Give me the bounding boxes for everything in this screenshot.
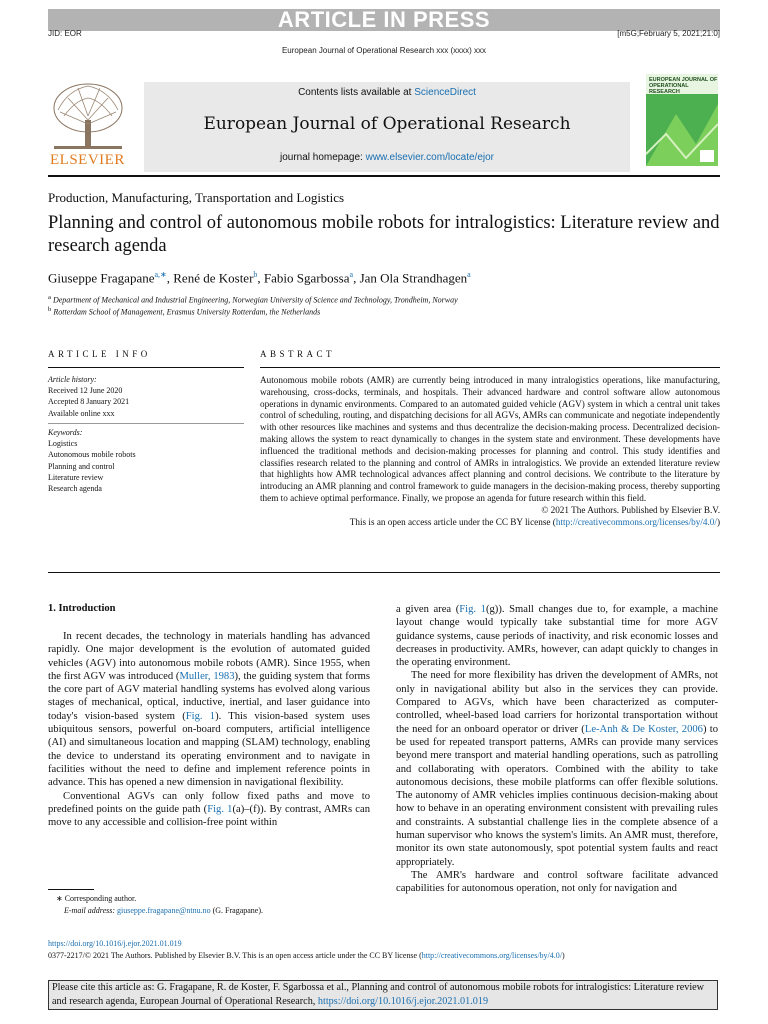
sciencedirect-link[interactable]: ScienceDirect bbox=[414, 87, 476, 98]
history-received: Received 12 June 2020 bbox=[48, 386, 123, 396]
text-run: (a)–(f)). By contrast, AMRs can move to any accessible and collision-free point within bbox=[48, 803, 370, 829]
affiliation-mark: b bbox=[48, 306, 52, 313]
email-link[interactable]: giuseppe.fragapane@ntnu.no bbox=[117, 906, 211, 915]
contents-prefix: Contents lists available at bbox=[298, 87, 415, 98]
text-run: The need for more flexibility has driven the development of AMRs, not only in navigational ability but also in the services they can provide. Compared to AGVs, which have been characterized as computer-controlled, wheel-based load carriers for horizontal transportation without the need for an onboard operator or driver ( bbox=[396, 670, 718, 735]
affiliation bbox=[48, 294, 458, 305]
issn-text: 0377-2217/© 2021 The Authors. Published by Elsevier B.V. This is an open access article under the CC BY license ( bbox=[48, 951, 422, 960]
abstract-body bbox=[260, 375, 720, 528]
figure-link[interactable]: Fig. 1 bbox=[207, 803, 233, 815]
author-name[interactable]: René de Koster bbox=[173, 270, 254, 286]
affiliation bbox=[48, 306, 320, 317]
paragraph bbox=[48, 790, 370, 830]
doi-link[interactable]: https://doi.org/10.1016/j.ejor.2021.01.019 bbox=[48, 939, 182, 948]
license-suffix: ) bbox=[716, 516, 720, 527]
cite-doi-link[interactable]: https://doi.org/10.1016/j.ejor.2021.01.019 bbox=[317, 996, 489, 1007]
author-name[interactable]: Giuseppe Fragapane bbox=[48, 270, 155, 286]
header-rule bbox=[48, 175, 720, 177]
issn-license-link[interactable]: http://creativecommons.org/licenses/by/4.0/ bbox=[421, 951, 563, 960]
citation-link[interactable]: Le-Anh & De Koster, 2006 bbox=[584, 723, 703, 735]
abstract-end-rule bbox=[48, 572, 720, 573]
keyword: Planning and control bbox=[48, 461, 115, 471]
abstract-heading: ABSTRACT bbox=[260, 349, 336, 359]
elsevier-wordmark: ELSEVIER bbox=[50, 152, 125, 168]
right-column bbox=[396, 603, 718, 896]
article-info-heading: ARTICLE INFO bbox=[48, 349, 151, 359]
keyword: Research agenda bbox=[48, 484, 102, 494]
email-note bbox=[64, 906, 263, 915]
author-affiliation-mark[interactable]: a,∗ bbox=[154, 270, 167, 279]
info-divider bbox=[48, 423, 244, 424]
paragraph: The AMR's hardware and control software facilitate advanced capabilities for autonomous operation, not only for navigation and bbox=[396, 869, 718, 895]
homepage-link[interactable]: www.elsevier.com/locate/ejor bbox=[365, 152, 494, 163]
license-line bbox=[260, 517, 720, 529]
journal-reference[interactable]: European Journal of Operational Research xxx (xxxx) xxx bbox=[281, 46, 487, 55]
issn-line bbox=[48, 951, 565, 960]
keywords bbox=[48, 427, 136, 494]
copyright-line: © 2021 The Authors. Published by Elsevier B.V. bbox=[541, 504, 720, 515]
version-stamp: [m5G;February 5, 2021;21:0] bbox=[617, 29, 720, 38]
abstract-rule bbox=[260, 367, 720, 368]
affiliation-text: Rotterdam School of Management, Erasmus University Rotterdam, the Netherlands bbox=[53, 307, 321, 317]
abstract-text: Autonomous mobile robots (AMR) are currently being introduced in many intralogistics operations, like manufacturing, warehousing, cross-docks, terminals, and hospitals. Their advanced hardware and control software allow autonomous operations in dynamic environments. Compared to an automated guided vehicle (AGV) system in which a central unit takes control of scheduling, routing, and dispatching decisions for all AGVs, AMRs can communicate and negotiate independently with other resources like machines and systems and thus decentralize the decision-making process. Decentralized decision-making allows the system to react dynamically to changes in the system state and environment. These developments have influenced the traditional methods and decision-making processes for planning and control. This study identifies and classifies research related to the planning and control of AMRs in intralogistics. We provide an extended literature review that highlights how AMR technological advances affect planning and control decisions. We contribute to the literature by introducing an AMR planning and control framework to guide managers in the decision-making process, thereby supporting them to achieve optimal performance. Finally, we propose an agenda for future research within this field. bbox=[260, 375, 720, 503]
author-affiliation-mark[interactable]: a bbox=[467, 270, 471, 279]
journal-id: JID: EOR bbox=[48, 29, 82, 38]
text-run: In recent decades, the technology in materials handling has advanced rapidly. One major development is the evolution of automated guided vehicles (AGV) into autonomous mobile robots (AMR). Since 1955, when the first AGV was introduced ( bbox=[48, 631, 370, 682]
cite-text: Please cite this article as: G. Fragapane, R. de Koster, F. Sgarbossa et al., Planning and control of autonomous mobile robots for intralogistics: Literature review and research agenda, European Journal of Operational Research, bbox=[52, 982, 705, 1007]
affiliation-mark: a bbox=[48, 294, 51, 301]
journal-title: European Journal of Operational Research bbox=[203, 114, 571, 134]
footnote-mark: ∗ bbox=[56, 894, 63, 903]
tree-icon bbox=[48, 80, 128, 152]
author-list: Giuseppe Fragapane$^{a,∗}$, René de Koster$^b$, Fabio Sgarbossa$^a$, Jan Ola Strandhagen$^a$ bbox=[48, 270, 471, 286]
email-suffix: (G. Fragapane). bbox=[210, 906, 264, 915]
author-name[interactable]: Jan Ola Strandhagen bbox=[359, 270, 468, 286]
text-run: Conventional AGVs can only follow fixed paths and move to predefined points on the guide path ( bbox=[48, 790, 370, 815]
cover-title-line2: OPERATIONAL RESEARCH bbox=[649, 83, 689, 95]
footnote-text: Corresponding author. bbox=[64, 894, 137, 903]
citation-link[interactable]: Muller, 1983 bbox=[179, 670, 235, 682]
keyword: Literature review bbox=[48, 472, 104, 482]
corresponding-author-note bbox=[56, 894, 136, 903]
paragraph bbox=[396, 603, 718, 669]
author-name[interactable]: Fabio Sgarbossa bbox=[263, 270, 350, 286]
keywords-label: Keywords: bbox=[48, 428, 83, 437]
left-column bbox=[48, 630, 370, 829]
issn-suffix: ) bbox=[562, 951, 565, 960]
elsevier-logo[interactable] bbox=[48, 80, 128, 170]
author-affiliation-mark[interactable]: b bbox=[253, 270, 258, 279]
section-label: Production, Manufacturing, Transportation and Logistics bbox=[48, 190, 345, 205]
history-online: Available online xxx bbox=[48, 408, 115, 418]
text-run: ), the guiding system that forms the core part of AGV material handling systems has evolved along various stages of mechanical, optical, inductive, inertial, and laser guidance into today's vision-based system ( bbox=[48, 670, 371, 722]
history-label: Article history: bbox=[48, 375, 97, 384]
affiliation-text: Department of Mechanical and Industrial Engineering, Norwegian University of Science and Technology, Trondheim, Norway bbox=[52, 295, 458, 305]
license-link[interactable]: http://creativecommons.org/licenses/by/4.0/ bbox=[555, 516, 717, 527]
paragraph bbox=[48, 630, 370, 790]
paragraph bbox=[396, 669, 718, 868]
intro-heading: 1. Introduction bbox=[48, 603, 116, 614]
homepage-prefix: journal homepage: bbox=[279, 152, 366, 163]
journal-masthead bbox=[144, 82, 630, 172]
text-run: (g)). Small changes due to, for example, a machine layout change would typically take substantial time for more AGV guidance systems, cause periods of inactivity, and risk economic losses and decreases in productivity. AMRs, however, can adapt quickly to changes in the operating environment. bbox=[396, 604, 718, 669]
cover-title bbox=[649, 77, 718, 95]
author-affiliation-mark[interactable]: a bbox=[349, 270, 354, 279]
email-label: E-mail address: bbox=[64, 906, 118, 915]
text-run: ) to be used for repeated transport patterns, AMRs can provide many services beyond mere transport and material handling operations, such as patrolling and collaborating with operators. Combined with the ability to take autonomous decisions, these mobile platforms can offer flexible solutions. The autonomy of AMR vehicles implies continuous decision-making about how to behave in an operating environment consistent with prevailing rules and constraints. A substantial challenge lies in the complete absence of a human supervisor who knows the system's limits. An AMR must, therefore, monitor its own state autonomously, spot potential system faults and react appropriately. bbox=[396, 723, 718, 868]
text-run: ). This vision-based system uses ubiquitous sensors, powerful on-board computers, artificial intelligence (AI) and simultaneous location and mapping (SLAM) technology, enabling the device to understand its operating environment and to navigate in facilities without the need to define and implement reference points in advance. This has opened a new dimension in navigational flexibility. bbox=[48, 710, 370, 789]
keyword: Autonomous mobile robots bbox=[48, 450, 136, 460]
text-run: a given area ( bbox=[396, 604, 460, 615]
cover-title-line1: EUROPEAN JOURNAL OF bbox=[649, 77, 718, 83]
cite-this-article-box bbox=[48, 980, 718, 1010]
article-history bbox=[48, 374, 129, 419]
article-title: Planning and control of autonomous mobile robots for intralogistics: Literature review and research agenda bbox=[48, 213, 720, 256]
figure-link[interactable]: Fig. 1 bbox=[459, 604, 486, 615]
keyword: Logistics bbox=[48, 439, 78, 449]
footnote-rule bbox=[48, 889, 94, 890]
history-accepted: Accepted 8 January 2021 bbox=[48, 397, 130, 407]
journal-cover-thumbnail[interactable] bbox=[646, 74, 718, 166]
license-prefix: This is an open access article under the CC BY license ( bbox=[349, 516, 556, 527]
figure-link[interactable]: Fig. 1 bbox=[185, 710, 216, 722]
article-info-rule bbox=[48, 367, 244, 368]
homepage-line bbox=[144, 152, 630, 163]
contents-line bbox=[144, 87, 630, 98]
cover-artwork-icon bbox=[646, 94, 718, 166]
article-in-press-banner: ARTICLE IN PRESS bbox=[48, 9, 720, 31]
